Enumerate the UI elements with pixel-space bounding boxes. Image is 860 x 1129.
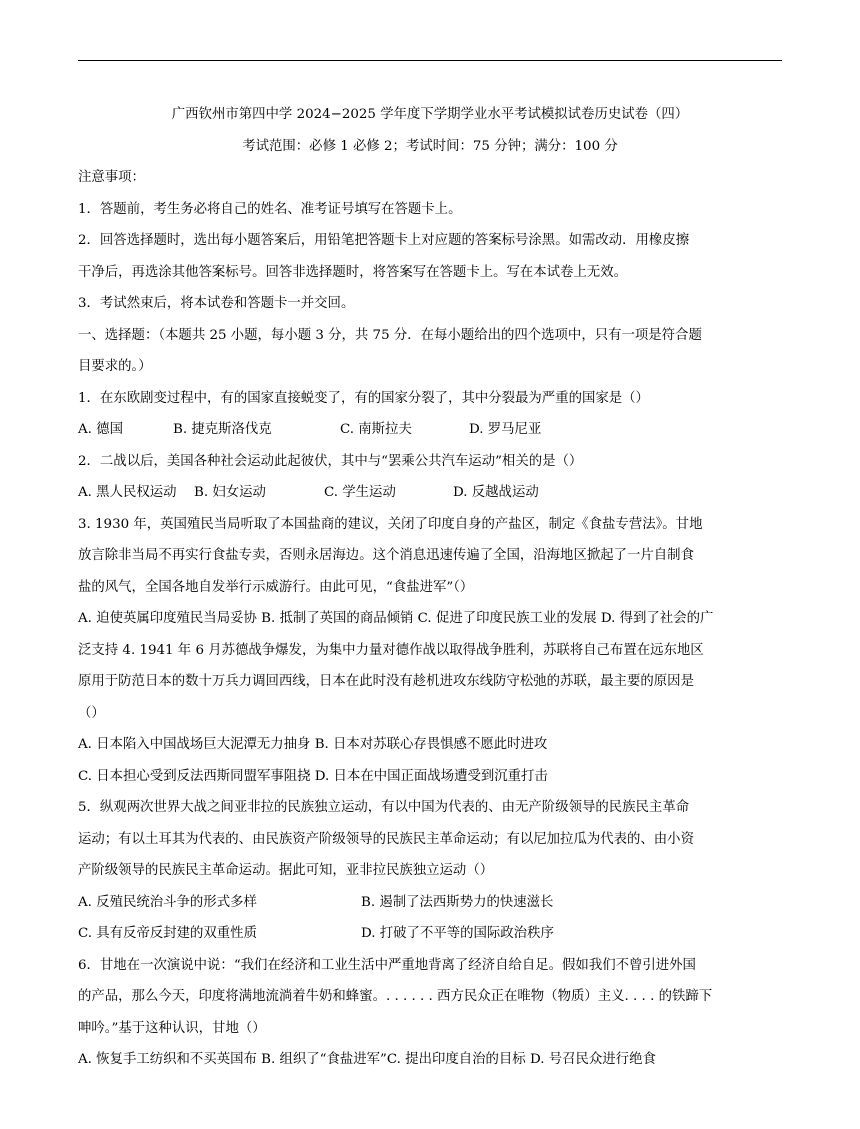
exam-subtitle: 考试范围：必修 1 必修 2；考试时间：75 分钟；满分：100 分 [242, 138, 618, 154]
question-5-options [78, 918, 782, 950]
option-b: B. 捷克斯洛伐克 [173, 422, 272, 437]
header-rule [78, 60, 782, 61]
option-c: C. 南斯拉夫 [340, 422, 412, 437]
question-5-options [78, 887, 782, 919]
question-3-line: 泛支持 4. 1941 年 6 月苏德战争爆发，为集中力量对德作战以取得战争胜利，苏联将自己布置在远东地区 [78, 642, 704, 658]
question-3-line: A. 迫使英属印度殖民当局妥协 B. 抵制了英国的商品倾销 C. 促进了印度民族工业的发展 D. 得到了社会的广 [78, 611, 714, 626]
notes-heading: 注意事项： [78, 170, 145, 185]
question-1-options [78, 414, 782, 446]
question-4-options: C. 日本担心受到反法西斯同盟军事阻挠 D. 日本在中国正面战场遭受到沉重打击 [78, 768, 548, 784]
option-c: C. 学生运动 [324, 485, 396, 500]
option-c: C. 具有反帝反封建的双重性质 [78, 926, 257, 941]
note-line: 3．考试然束后，将本试卷和答题卡一并交回。 [78, 296, 355, 311]
question-1-stem: 1．在东欧剧变过程中，有的国家直接蜕变了，有的国家分裂了，其中分裂最为严重的国家是（） [78, 390, 649, 406]
section-heading: 一、选择题：（本题共 25 小题，每小题 3 分，共 75 分．在每小题给出的四个选项中，只有一项是符合题 [78, 327, 702, 343]
question-4-line: 原用于防范日本的数十万兵力调回西线，日本在此时没有趁机进攻东线防守松弛的苏联，最主要的原因是 [78, 674, 694, 689]
question-3-line: 盐的风气，全国各地自发举行示威游行。由此可见，“食盐进军”（） [78, 579, 474, 595]
question-2-stem: 2．二战以后，美国各种社会运动此起彼伏，其中与“罢乘公共汽车运动”相关的是（） [78, 453, 583, 469]
option-a: A. 反殖民统治斗争的形式多样 [78, 894, 257, 910]
option-d: D. 打破了不平等的国际政治秩序 [361, 926, 554, 941]
question-6-line: 呻吟。”基于这种认识，甘地（） [78, 1020, 266, 1036]
option-d: D. 反越战运动 [453, 485, 539, 500]
page-title: 广西钦州市第四中学 2024−2025 学年度下学期学业水平考试模拟试卷历史试卷（四） [171, 107, 689, 122]
question-5-line: 5．纵观两次世界大战之间亚非拉的民族独立运动，有以中国为代表的、由无产阶级领导的民族民主革命 [78, 800, 690, 815]
question-3-line: 放言除非当局不再实行食盐专卖，否则永居海边。这个消息迅速传遍了全国，沿海地区掀起了一片自制食 [78, 548, 694, 563]
option-b: B. 遏制了法西斯势力的快速滋长 [361, 894, 554, 910]
note-line: 1．答题前，考生务必将自己的姓名、准考证号填写在答题卡上。 [78, 201, 462, 217]
question-4-options: A. 日本陷入中国战场巨大泥潭无力抽身 B. 日本对苏联心存畏惧感不愿此时进攻 [78, 737, 548, 752]
option-a: A. 德国 [78, 422, 123, 437]
question-6-options: A. 恢复手工纺织和不买英国布 B. 组织了“食盐进军”C. 提出印度自治的目标 D. 号召民众进行绝食 [78, 1052, 656, 1067]
question-5-line: 产阶级领导的民族民主革命运动。据此可知，亚非拉民族独立运动（） [78, 863, 494, 878]
note-line: 2．回答选择题时，选出每小题答案后，用铅笔把答题卡上对应题的答案标号涂黑。如需改动．用橡皮擦 [78, 233, 690, 248]
question-2-options [78, 477, 782, 509]
question-4-line: （） [78, 705, 105, 721]
question-6-line: 6．甘地在一次演说中说：“我们在经济和工业生活中严重地背离了经济自给自足。假如我们不曾引进外国 [78, 957, 696, 973]
question-6-line: 的产品，那么今天，印度将满地流淌着牛奶和蜂蜜。. . . . . . 西方民众正在唯物（物质）主义. . . . 的铁蹄下 [78, 989, 713, 1004]
note-line: 干净后，再选涂其他答案标号。回答非选择题时，将答案写在答题卡上。写在本试卷上无效。 [78, 264, 628, 280]
option-d: D. 罗马尼亚 [469, 422, 542, 437]
option-a: A. 黑人民权运动 [78, 485, 177, 500]
exam-document [78, 99, 782, 1076]
question-3-line: 3. 1930 年，英国殖民当局听取了本国盐商的建议，关闭了印度自身的产盐区，制定《食盐专营法》。甘地 [78, 516, 703, 532]
question-5-line: 运动；有以土耳其为代表的、由民族资产阶级领导的民族民主革命运动；有以尼加拉瓜为代表的、由小资 [78, 831, 694, 847]
section-heading-cont: 目要求的。） [78, 359, 152, 374]
option-b: B. 妇女运动 [194, 485, 266, 500]
